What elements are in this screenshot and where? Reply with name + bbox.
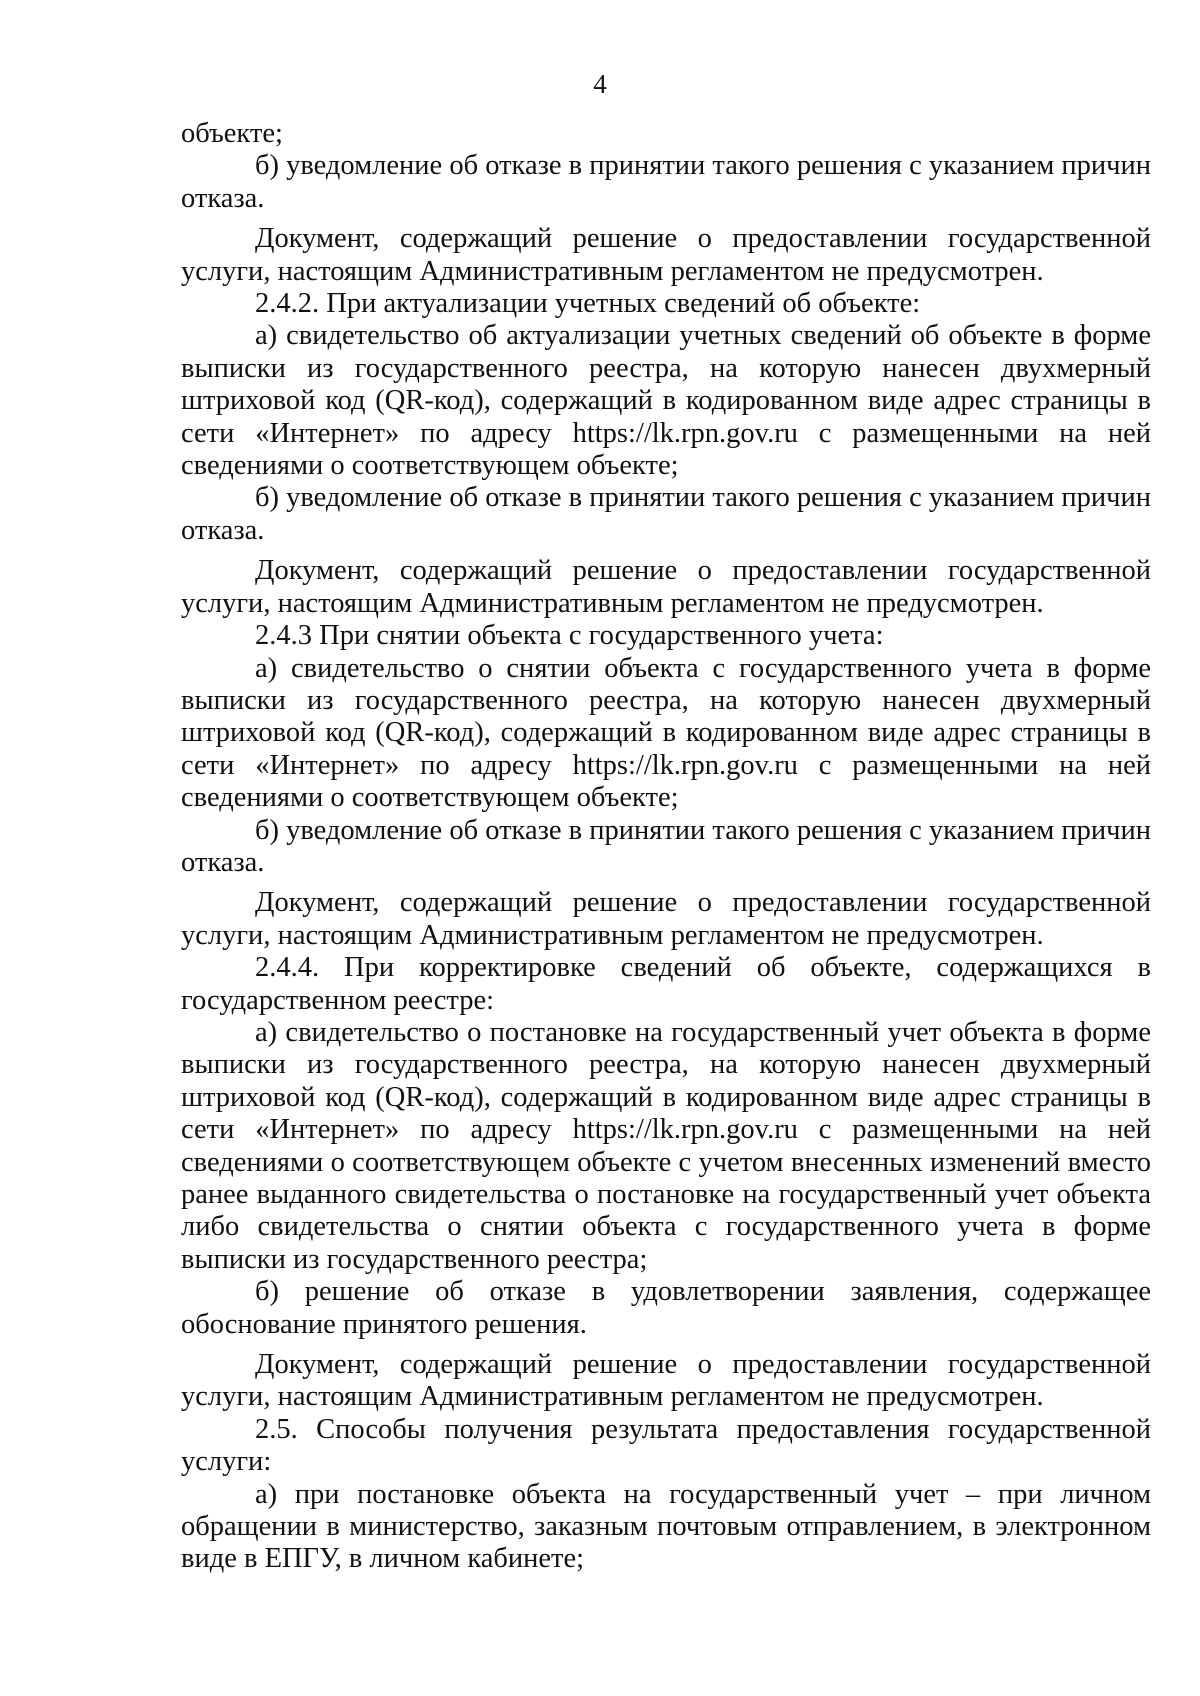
paragraph: б) решение об отказе в удовлетворении заявления, содержащее обоснование принятого решения. [181, 1276, 1151, 1340]
section-heading-2-5: 2.5. Способы получения результата предоставления государственной услуги: [181, 1413, 1151, 1478]
paragraph: Документ, содержащий решение о предоставлении государственной услуги, настоящим Административным регламентом не предусмотрен. [181, 555, 1151, 619]
page-number: 4 [593, 69, 607, 99]
document-body [181, 118, 1151, 1576]
paragraph: а) при постановке объекта на государственный учет – при личном обращении в министерство, заказным почтовым отправлением, в электронном виде в ЕПГУ, в личном кабинете; [181, 1478, 1151, 1575]
paragraph: а) свидетельство об актуализации учетных сведений об объекте в форме выписки из государственного реестра, на которую нанесен двухмерный штриховой код (QR-код), содержащий в кодированном виде адрес страницы в сети «Интернет» по адресу https://lk.rpn.gov.ru с размещенными на ней сведениями о соответствующем объекте; [181, 320, 1151, 482]
section-heading-2-4-4: 2.4.4. При корректировке сведений об объекте, содержащихся в государственном реестре: [181, 952, 1151, 1016]
paragraph: б) уведомление об отказе в принятии такого решения с указанием причин отказа. [181, 482, 1151, 546]
paragraph: Документ, содержащий решение о предоставлении государственной услуги, настоящим Административным регламентом не предусмотрен. [181, 1349, 1151, 1413]
section-heading-2-4-3: 2.4.3 При снятии объекта с государственного учета: [255, 620, 884, 652]
paragraph-continuation: объекте; [181, 118, 283, 149]
paragraph: а) свидетельство о постановке на государственный учет объекта в форме выписки из государственного реестра, на которую нанесен двухмерный штриховой код (QR-код), содержащий в кодированном виде адрес страницы в сети «Интернет» по адресу https://lk.rpn.gov.ru с размещенными на ней сведениями о соответствующем объекте с учетом внесенных изменений вместо ранее выданного свидетельства о постановке на государственный учет объекта либо свидетельства о снятии объекта с государственного учета в форме выписки из государственного реестра; [181, 1016, 1151, 1275]
paragraph: б) уведомление об отказе в принятии такого решения с указанием причин отказа. [181, 150, 1151, 214]
paragraph: Документ, содержащий решение о предоставлении государственной услуги, настоящим Административным регламентом не предусмотрен. [181, 887, 1151, 951]
paragraph: Документ, содержащий решение о предоставлении государственной услуги, настоящим Административным регламентом не предусмотрен. [181, 223, 1151, 287]
paragraph: б) уведомление об отказе в принятии такого решения с указанием причин отказа. [181, 814, 1151, 878]
section-heading-2-4-2: 2.4.2. При актуализации учетных сведений об объекте: [255, 288, 921, 320]
paragraph: а) свидетельство о снятии объекта с государственного учета в форме выписки из государственного реестра, на которую нанесен двухмерный штриховой код (QR-код), содержащий в кодированном виде адрес страницы в сети «Интернет» по адресу https://lk.rpn.gov.ru с размещенными на ней сведениями о соответствующем объекте; [181, 652, 1151, 814]
